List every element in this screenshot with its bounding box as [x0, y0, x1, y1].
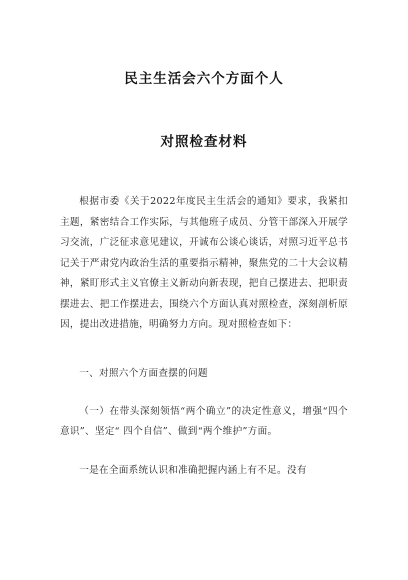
subsection-heading: （一）在带头深刻领悟“两个确立”的决定性意义，增强“四个意识”、坚定“ 四个自信”、做到“两个维护”方面。 — [60, 405, 348, 437]
point-paragraph: 一是在全面系统认识和准确把握内涵上有不足。没有 — [79, 464, 307, 476]
document-title-line-1: 民主生活会六个方面个人 — [124, 71, 284, 87]
document-title-line-2: 对照检查材料 — [160, 134, 248, 150]
intro-paragraph: 根据市委《关于2022年度民主生活会的通知》要求，我紧扣主题，紧密结合工作实际，与其他班子成员、分管干部深入开展学习交流，广泛征求意见建议，开诚布公谈心谈话，对照习近平总书记关于严肃党内政治生活的重要指示精神，聚焦党的二十大会议精神，紧盯形式主义官僚主义新动向新表现，把自己摆进去、把职责摆进去、把工作摆进去，围绕六个方面认真对照检查，深刻剖析原因，提出改进措施，明确努力方向。现对照检查如下： — [60, 196, 348, 330]
section-heading: 一、对照六个方面查摆的问题 — [79, 367, 208, 379]
